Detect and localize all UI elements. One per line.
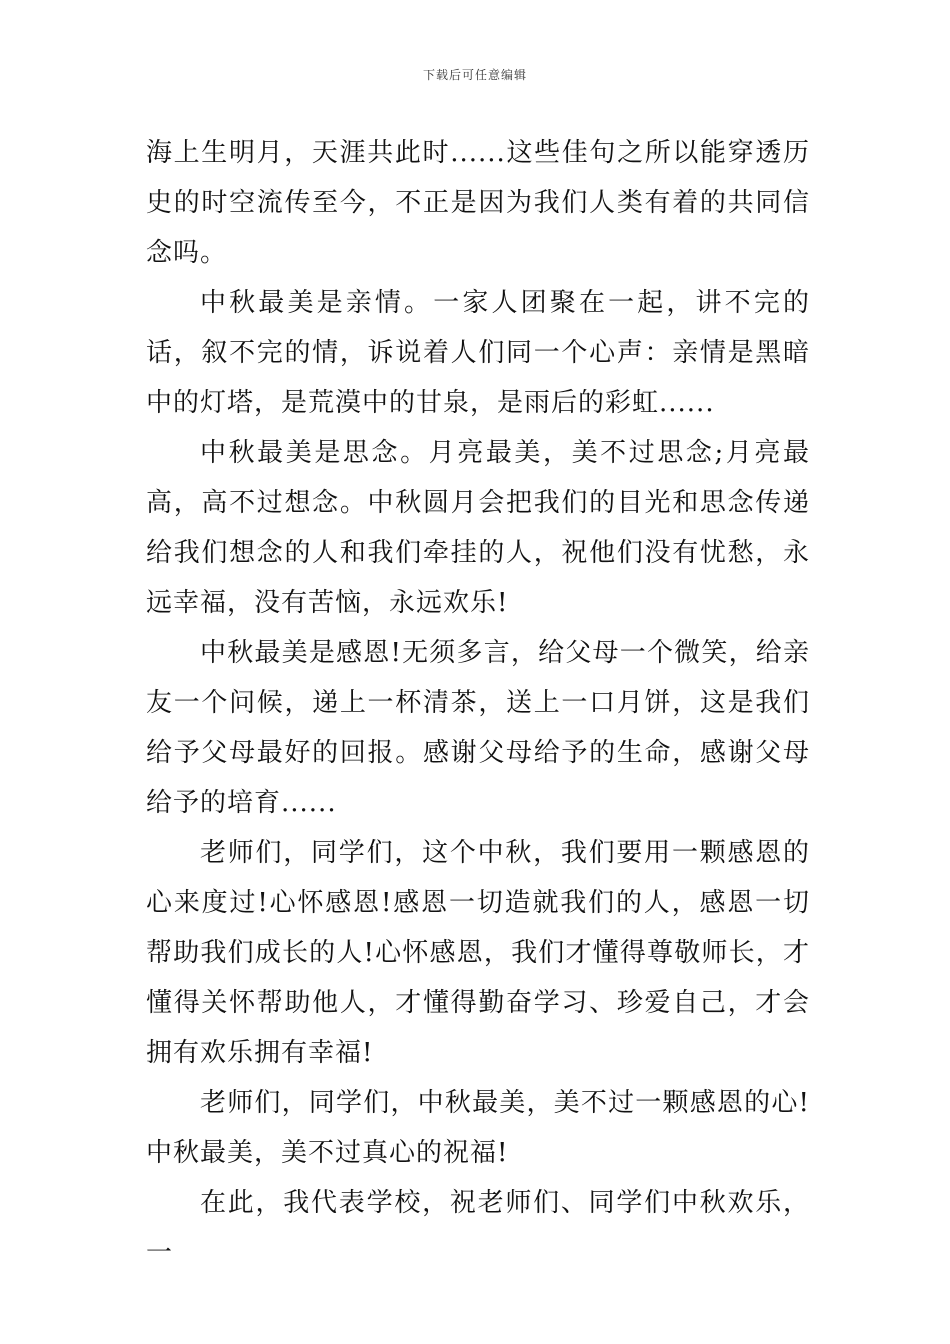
paragraph-blessing: 老师们，同学们，中秋最美，美不过一颗感恩的心!中秋最美，美不过真心的祝福!	[146, 1088, 810, 1168]
document-body	[146, 128, 810, 1278]
header-note: 下载后可任意编辑	[422, 68, 527, 82]
paragraph-gratitude: 中秋最美是感恩!无须多言，给父母一个微笑，给亲友一个问候，递上一杯清茶，送上一口月饼，这是我们给予父母最好的回报。感谢父母给予的生命，感谢父母给予的培育......	[146, 638, 810, 818]
paragraph-longing: 中秋最美是思念。月亮最美，美不过思念;月亮最高，高不过想念。中秋圆月会把我们的目光和思念传递给我们想念的人和我们牵挂的人，祝他们没有忧愁，永远幸福，没有苦恼，永远欢乐!	[146, 438, 810, 618]
paragraph-family: 中秋最美是亲情。一家人团聚在一起，讲不完的话，叙不完的情，诉说着人们同一个心声：亲情是黑暗中的灯塔，是荒漠中的甘泉，是雨后的彩虹......	[146, 288, 810, 418]
paragraph-thankful-heart: 老师们，同学们，这个中秋，我们要用一颗感恩的心来度过!心怀感恩!感恩一切造就我们的人，感恩一切帮助我们成长的人!心怀感恩，我们才懂得尊敬师长，才懂得关怀帮助他人，才懂得勤奋学习、珍爱自己，才会拥有欢乐拥有幸福!	[146, 838, 810, 1068]
paragraph-closing: 在此，我代表学校，祝老师们、同学们中秋欢乐，一	[146, 1188, 810, 1268]
paragraph-continuation: 海上生明月，天涯共此时......这些佳句之所以能穿透历史的时空流传至今，不正是因为我们人类有着的共同信念吗。	[146, 138, 810, 268]
